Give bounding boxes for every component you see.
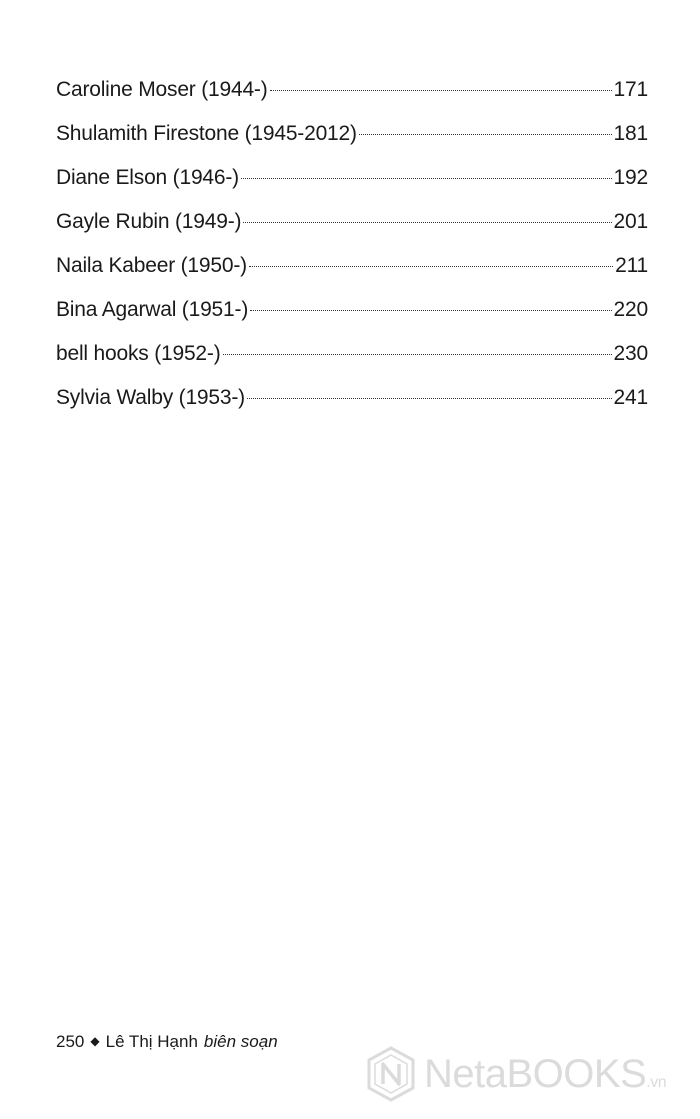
watermark-suffix: .vn xyxy=(646,1073,667,1091)
toc-entry-page: 230 xyxy=(613,342,648,365)
toc-entry-title: Shulamith Firestone (1945-2012) xyxy=(56,122,357,145)
dot-leader xyxy=(223,354,612,355)
toc-entry-title: Gayle Rubin (1949-) xyxy=(56,210,242,233)
dot-leader xyxy=(359,134,612,135)
dot-leader xyxy=(270,90,612,91)
toc-entry-title: Bina Agarwal (1951-) xyxy=(56,298,249,321)
toc-entry-title: Naila Kabeer (1950-) xyxy=(56,254,247,277)
toc-entry-page: 181 xyxy=(613,122,648,145)
toc-entry-page: 201 xyxy=(613,210,648,233)
toc-entry[interactable] xyxy=(56,78,648,122)
toc-entry[interactable] xyxy=(56,166,648,210)
toc-entry[interactable] xyxy=(56,298,648,342)
watermark xyxy=(366,1046,666,1102)
page-number: 250 xyxy=(56,1032,85,1051)
toc-entry-page: 220 xyxy=(613,298,648,321)
toc-entry[interactable] xyxy=(56,210,648,254)
toc-entry-title: Sylvia Walby (1953-) xyxy=(56,386,245,409)
toc-entry[interactable] xyxy=(56,122,648,166)
table-of-contents xyxy=(56,78,648,430)
dot-leader xyxy=(249,266,613,267)
toc-entry-title: bell hooks (1952-) xyxy=(56,342,221,365)
toc-entry-title: Caroline Moser (1944-) xyxy=(56,78,268,101)
watermark-brand xyxy=(424,1052,666,1097)
author-role: biên soạn xyxy=(203,1032,278,1051)
toc-entry[interactable] xyxy=(56,254,648,298)
diamond-separator-icon: ◆ xyxy=(90,1034,100,1048)
toc-entry-title: Diane Elson (1946-) xyxy=(56,166,239,189)
author-name: Lê Thị Hạnh xyxy=(105,1032,198,1051)
dot-leader xyxy=(250,310,611,311)
watermark-brand-name: NetaBOOKS xyxy=(424,1051,647,1096)
toc-entry[interactable] xyxy=(56,342,648,386)
toc-entry[interactable] xyxy=(56,386,648,430)
page-footer xyxy=(56,1032,278,1052)
toc-entry-page: 241 xyxy=(613,386,648,409)
toc-entry-page: 211 xyxy=(615,254,648,277)
dot-leader xyxy=(243,222,611,223)
netabooks-logo-icon xyxy=(366,1046,416,1102)
dot-leader xyxy=(241,178,612,179)
toc-entry-page: 171 xyxy=(613,78,648,101)
dot-leader xyxy=(247,398,612,399)
toc-entry-page: 192 xyxy=(613,166,648,189)
